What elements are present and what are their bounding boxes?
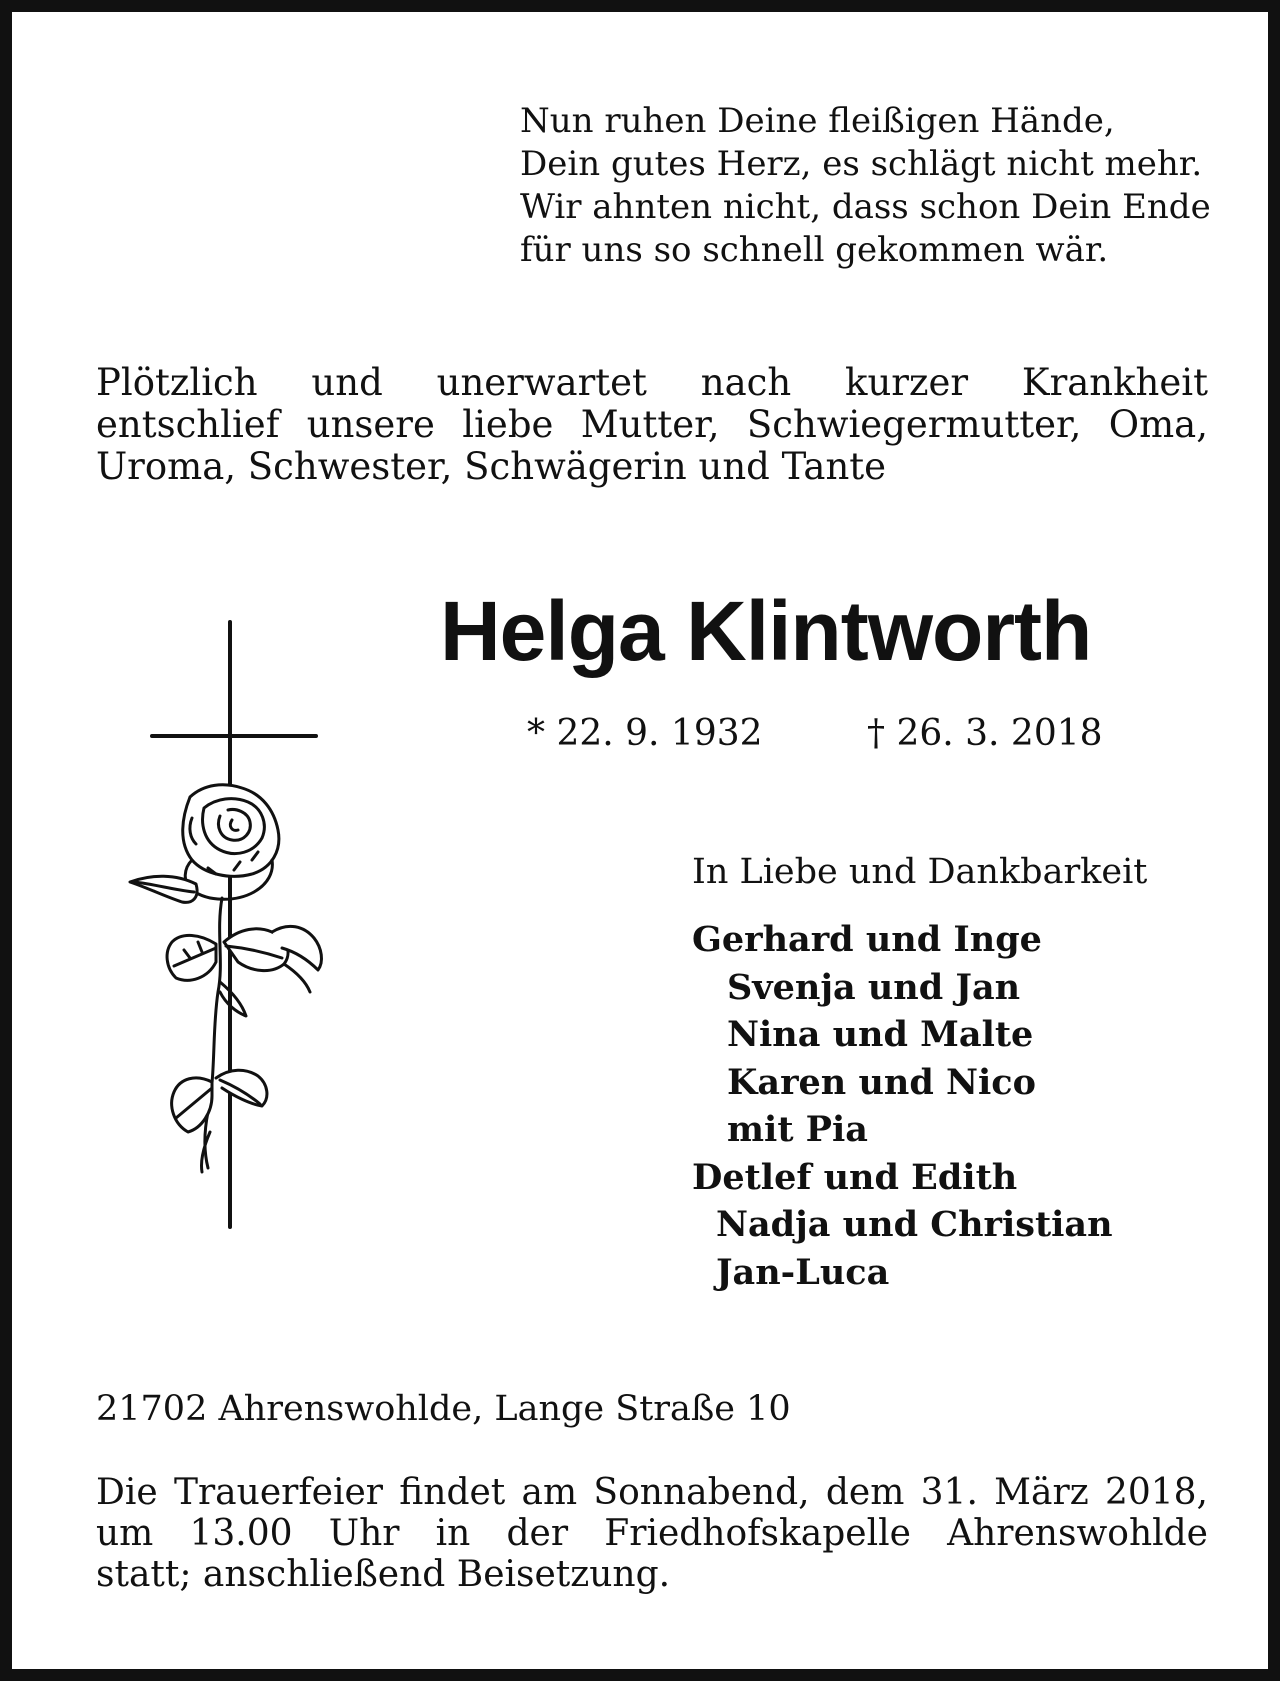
cross-with-rose-icon <box>112 612 342 1232</box>
death-date: † 26. 3. 2018 <box>867 713 1103 754</box>
ceremony-line: statt; anschließend Beisetzung. <box>96 1554 671 1595</box>
announcement-line: Plötzlich und unerwartet nach kurzer Krankheit <box>96 361 1208 404</box>
deceased-name: Helga Klintworth <box>440 584 1092 678</box>
family-address: 21702 Ahrenswohlde, Lange Straße 10 <box>96 1389 791 1429</box>
mourners-list <box>692 916 1113 1296</box>
poem-line: Nun ruhen Deine fleißigen Hände, <box>520 101 1115 141</box>
mourner-name: Detlef und Edith <box>692 1156 1018 1198</box>
mourners-heading: In Liebe und Dankbarkeit <box>692 852 1148 892</box>
poem-line: Wir ahnten nicht, dass schon Dein Ende <box>520 187 1211 227</box>
poem-line: für uns so schnell gekommen wär. <box>520 230 1109 270</box>
mourner-name: Karen und Nico <box>727 1061 1036 1103</box>
announcement-line: entschlief unsere liebe Mutter, Schwiegermutter, Oma, <box>96 403 1208 446</box>
mourner-name: mit Pia <box>727 1109 868 1150</box>
mourner-name: Nina und Malte <box>727 1014 1034 1055</box>
ceremony-line: um 13.00 Uhr in der Friedhofskapelle Ahrenswohlde <box>96 1513 1208 1554</box>
poem-line: Dein gutes Herz, es schlägt nicht mehr. <box>520 144 1203 184</box>
ceremony-info <box>96 1472 1208 1595</box>
announcement-text <box>96 362 1208 488</box>
mourner-name: Gerhard und Inge <box>692 919 1042 960</box>
memorial-poem <box>520 100 1211 272</box>
mourner-name: Jan-Luca <box>716 1251 890 1293</box>
ceremony-line: Die Trauerfeier findet am Sonnabend, dem 31. März 2018, <box>96 1472 1208 1513</box>
announcement-line: Uroma, Schwester, Schwägerin und Tante <box>96 445 887 488</box>
mourner-name: Nadja und Christian <box>716 1204 1113 1245</box>
mourner-name: Svenja und Jan <box>727 966 1021 1008</box>
birth-date: * 22. 9. 1932 <box>527 713 763 754</box>
